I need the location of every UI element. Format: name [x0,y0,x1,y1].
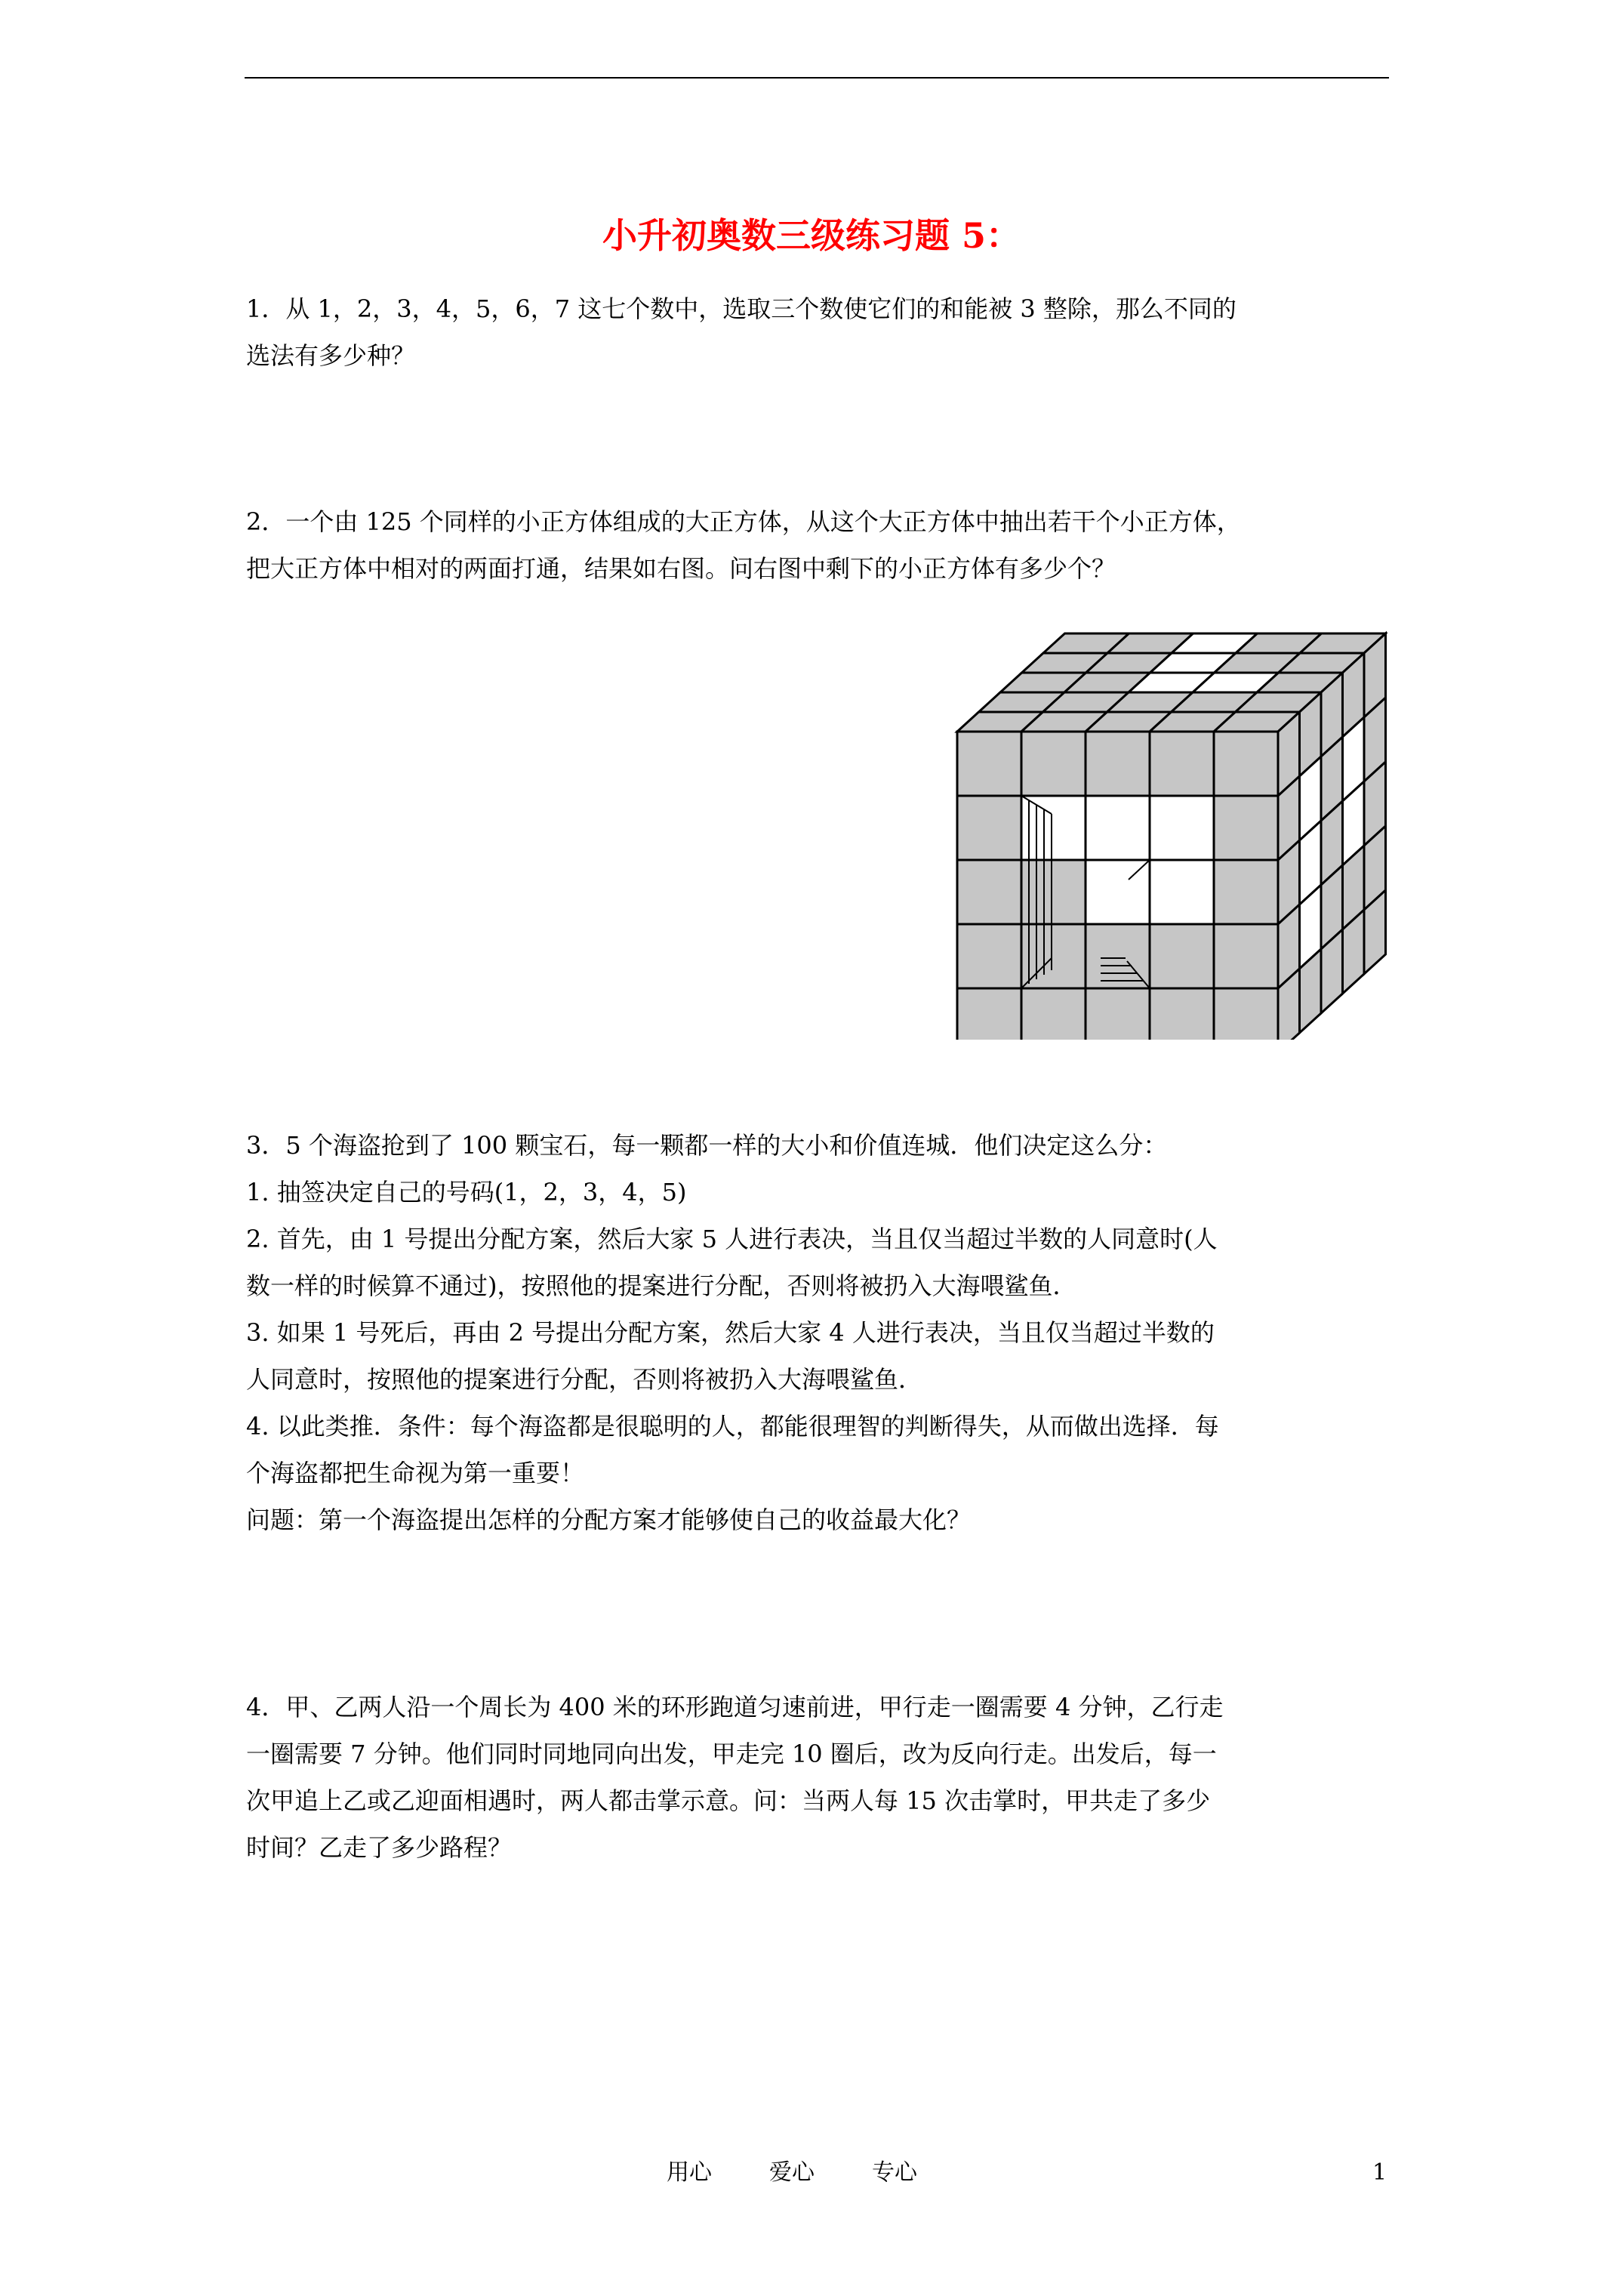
cube-front-cell [1021,732,1086,796]
header-rule [245,77,1389,79]
motto-word: 专心 [872,2159,917,2186]
question-line: 选法有多少种？ [246,341,416,370]
question-2 [246,498,1389,592]
cube-front-cell [1214,924,1278,988]
cube-front-cell [1150,796,1214,860]
question-line: 人同意时，按照他的提案进行分配，否则将被扔入大海喂鲨鱼． [246,1365,923,1394]
question-line: 时间？乙走了多少路程？ [246,1833,513,1862]
question-line: 4. 以此类推．条件：每个海盗都是很聪明的人，都能很理智的判断得失，从而做出选择．每 [246,1412,1219,1441]
page-title: 小升初奥数三级练习题 5： [602,215,1021,256]
cube-front-cell [1150,732,1214,796]
cube-front-cell [957,988,1021,1040]
cube-front-cell [1086,796,1150,860]
cube-front-cell [1214,732,1278,796]
cube-front-cell [957,796,1021,860]
cube-front-cell [1086,988,1150,1040]
question-line: 1．从 1，2，3，4，5，6，7 这七个数中，选取三个数使它们的和能被 3 整除，那么不同的 [246,294,1236,323]
page-number: 1 [1372,2159,1387,2186]
cube-front-cell [1214,796,1278,860]
question-line: 2．一个由 125 个同样的小正方体组成的大正方体，从这个大正方体中抽出若干个小正方体， [246,507,1241,536]
cube-front-cell [957,860,1021,924]
question-line: 问题：第一个海盗提出怎样的分配方案才能够使自己的收益最大化？ [246,1505,972,1534]
cube-front-cell [957,924,1021,988]
question-line: 数一样的时候算不通过)，按照他的提案进行分配，否则将被扔入大海喂鲨鱼． [246,1271,1077,1300]
question-line: 次甲追上乙或乙迎面相遇时，两人都击掌示意。问：当两人每 15 次击掌时，甲共走了多少 [246,1786,1211,1815]
footer-motto [667,2158,975,2188]
cube-front-cell [957,732,1021,796]
question-3 [246,1122,1389,1543]
cube-front-cell [1086,732,1150,796]
motto-word: 用心 [667,2159,712,2186]
question-line: 1. 抽签决定自己的号码(1，2，3，4，5) [246,1178,687,1207]
question-1 [246,285,1389,379]
cube-front-cell [1021,860,1086,924]
cube-front-cell [1021,988,1086,1040]
question-line: 个海盗都把生命视为第一重要！ [246,1459,585,1487]
cube-front-cell [1086,924,1150,988]
motto-word: 爱心 [769,2159,815,2186]
cube-front-cell [1150,988,1214,1040]
cube-front-cell [1214,860,1278,924]
cube-front-cell [1021,796,1086,860]
cube-front-cell [1214,988,1278,1040]
question-line: 3. 如果 1 号死后，再由 2 号提出分配方案，然后大家 4 人进行表决，当且仅当超过半数的 [246,1318,1215,1347]
cube-front-cell [1150,860,1214,924]
hollow-cube-figure [953,626,1387,1040]
question-line: 4．甲、乙两人沿一个周长为 400 米的环形跑道匀速前进，甲行走一圈需要 4 分钟，乙行走 [246,1693,1224,1721]
question-line: 3．5 个海盗抢到了 100 颗宝石，每一颗都一样的大小和价值连城．他们决定这么分： [246,1131,1168,1160]
cube-front-cell [1150,924,1214,988]
question-line: 一圈需要 7 分钟。他们同时同地同向出发，甲走完 10 圈后，改为反向行走。出发后，每一 [246,1740,1217,1768]
question-line: 2. 首先，由 1 号提出分配方案，然后大家 5 人进行表决，当且仅当超过半数的人同意时(人 [246,1225,1218,1253]
question-line: 把大正方体中相对的两面打通，结果如右图。问右图中剩下的小正方体有多少个？ [246,554,1116,583]
question-4 [246,1684,1389,1871]
